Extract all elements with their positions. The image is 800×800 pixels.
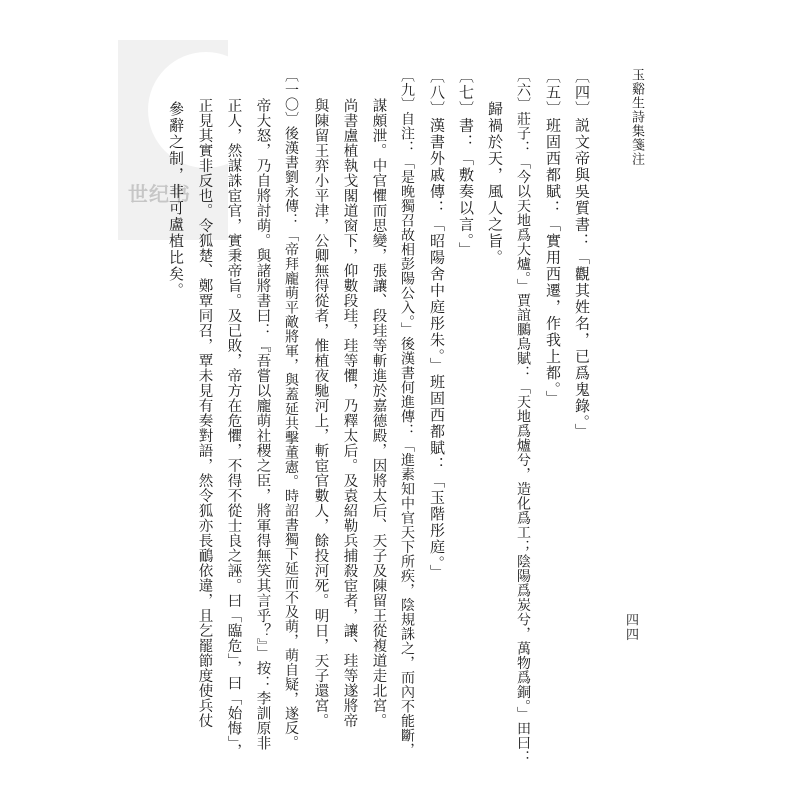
watermark-text: 世纪书	[128, 182, 191, 206]
note-column: 歸禍於天，風人之旨。	[486, 68, 504, 266]
note-column: 正見其實非反也。令狐楚、鄭覃同召，覃未見有奏對語，然令狐亦長鴯依違，且乞罷節度使兵仗	[196, 68, 213, 728]
note-column: 〔五〕班固西都賦：「實用西遷，作我上都。」	[544, 68, 562, 407]
note-column: 〔七〕書：「敷奏以言。」	[457, 68, 475, 259]
note-column: 〔一〇〕後漢書劉永傳：「帝拜龐萌平敵將軍，與蓋延共擊董憲。時詔書獨下延而不及萌，萌自疑，遂反。	[283, 68, 299, 750]
note-column: 帝大怒，乃自將討萌。與諸將書曰：『吾嘗以龐萌社稷之臣，將軍得無笑其言乎？』」按：李訓原非	[254, 68, 271, 751]
note-column: 謀頗泄。中官懼而思變，張讓、段珪等斬進於嘉德殿，因將太后、天子及陳留王從複道走北宮。	[370, 68, 387, 728]
note-column: 〔四〕説文帝與吳質書：「觀其姓名，已爲鬼錄。」	[573, 68, 591, 440]
page-number: 四四	[623, 613, 638, 642]
book-title: 玉谿生詩集箋注	[629, 68, 644, 166]
note-column: 與陳留王弈小平津，公卿無得從者，惟植夜馳河上，斬宦官數人，餘投河死。明日，天子還宮。	[312, 68, 329, 728]
note-column: 參辭之制，非可盧植比矣。	[167, 68, 185, 299]
note-column: 正人，然謀誅宦官，實秉帝旨。及已敗，帝方在危懼，不得不從士良之誣。曰「臨危」，曰「始悔」，	[225, 68, 242, 759]
note-column: 〔六〕莊子：「今以天地爲大爐。」賈誼鵩鳥賦：「天地爲爐兮，造化爲工；陰陽爲炭兮，萬物爲銅。」田曰：	[515, 68, 531, 765]
note-column: 〔九〕自注：「是晚獨召故相彭陽公入。」後漢書何進傳：「進素知中官天下所疾，陰規誅之，而內不能斷，	[399, 68, 415, 757]
note-column: 〔八〕漢書外戚傳：「昭陽舍中庭彤朱。」班固西都賦：「玉階彤庭。」	[428, 68, 446, 581]
note-column: 尚書盧植執戈閣道窗下，仰數段珪，珪等懼，乃釋太后。及袁紹勒兵捕殺宦者，讓、珪等遂將帝	[341, 68, 358, 728]
